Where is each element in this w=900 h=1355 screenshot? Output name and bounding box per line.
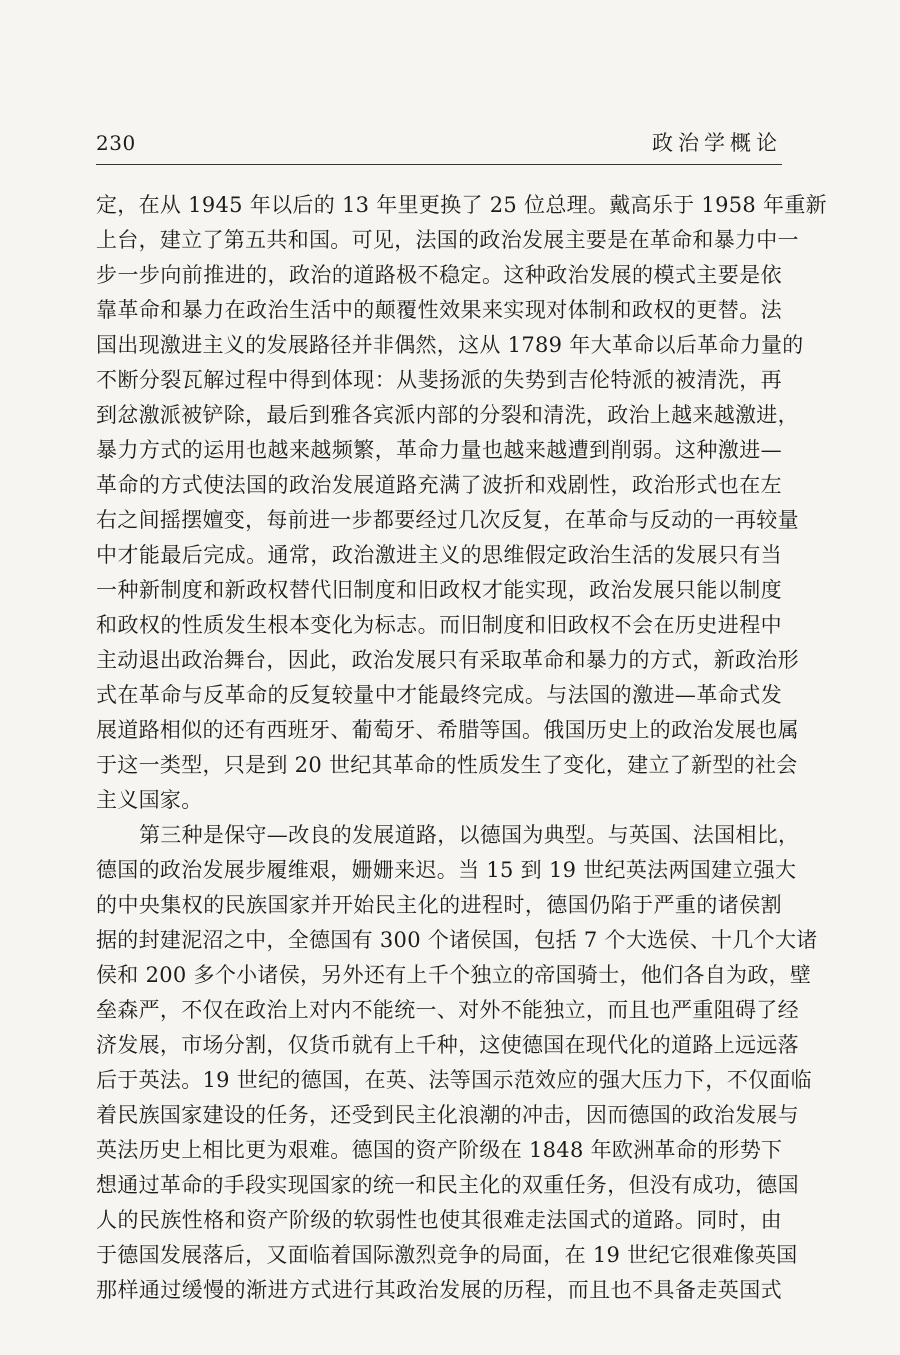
text-line: 侯和 200 多个小诸侯，另外还有上千个独立的帝国骑士，他们各自为政，壁	[96, 963, 812, 987]
text-line: 据的封建泥沼之中，全德国有 300 个诸侯国，包括 7 个大选侯、十几个大诸	[96, 928, 818, 952]
page-number: 230	[96, 131, 136, 155]
page-header	[96, 130, 782, 170]
text-line: 式在革命与反革命的反复较量中才能最终完成。与法国的激进—革命式发	[96, 683, 782, 707]
text-line: 的中央集权的民族国家并开始民主化的进程时，德国仍陷于严重的诸侯割	[96, 893, 782, 917]
text-line: 革命的方式使法国的政治发展道路充满了波折和戏剧性，政治形式也在左	[96, 473, 782, 497]
text-line: 右之间摇摆嬗变，每前进一步都要经过几次反复，在革命与反动的一再较量	[96, 508, 799, 532]
text-line: 靠革命和暴力在政治生活中的颠覆性效果来实现对体制和政权的更替。法	[96, 298, 782, 322]
header-rule	[96, 164, 782, 165]
text-line: 英法历史上相比更为艰难。德国的资产阶级在 1848 年欧洲革命的形势下	[96, 1138, 783, 1162]
text-line: 展道路相似的还有西班牙、葡萄牙、希腊等国。俄国历史上的政治发展也属	[96, 718, 799, 742]
text-line: 步一步向前推进的，政治的道路极不稳定。这种政治发展的模式主要是依	[96, 263, 782, 287]
text-line: 第三种是保守—改良的发展道路，以德国为典型。与英国、法国相比，	[139, 823, 800, 847]
text-line: 济发展，市场分割，仅货币就有上千种，这使德国在现代化的道路上远远落	[96, 1033, 799, 1057]
paragraph	[96, 818, 818, 1308]
text-line: 定，在从 1945 年以后的 13 年里更换了 25 位总理。戴高乐于 1958 年重新	[96, 193, 827, 217]
text-line: 一种新制度和新政权替代旧制度和旧政权才能实现，政治发展只能以制度	[96, 578, 782, 602]
text-line: 暴力方式的运用也越来越频繁，革命力量也越来越遭到削弱。这种激进—	[96, 438, 782, 462]
text-line: 着民族国家建设的任务，还受到民主化浪潮的冲击，因而德国的政治发展与	[96, 1103, 799, 1127]
text-line: 德国的政治发展步履维艰，姗姗来迟。当 15 到 19 世纪英法两国建立强大	[96, 858, 797, 882]
book-title: 政治学概论	[652, 131, 782, 155]
text-line: 到忿激派被铲除，最后到雅各宾派内部的分裂和清洗，政治上越来越激进，	[96, 403, 799, 427]
text-line: 国出现激进主义的发展路径并非偶然，这从 1789 年大革命以后革命力量的	[96, 333, 804, 357]
text-line: 不断分裂瓦解过程中得到体现：从斐扬派的失势到吉伦特派的被清洗，再	[96, 368, 782, 392]
text-line: 于德国发展落后，又面临着国际激烈竞争的局面，在 19 世纪它很难像英国	[96, 1243, 798, 1267]
text-line: 和政权的性质发生根本变化为标志。而旧制度和旧政权不会在历史进程中	[96, 613, 782, 637]
body-text	[96, 188, 827, 1308]
text-line: 垒森严，不仅在政治上对内不能统一、对外不能独立，而且也严重阻碍了经	[96, 998, 799, 1022]
text-line: 想通过革命的手段实现国家的统一和民主化的双重任务，但没有成功，德国	[96, 1173, 799, 1197]
text-line: 于这一类型，只是到 20 世纪其革命的性质发生了变化，建立了新型的社会	[96, 753, 798, 777]
text-line: 上台，建立了第五共和国。可见，法国的政治发展主要是在革命和暴力中一	[96, 228, 799, 252]
text-line: 人的民族性格和资产阶级的软弱性也使其很难走法国式的道路。同时，由	[96, 1208, 782, 1232]
text-line: 主义国家。	[96, 788, 203, 812]
paragraph	[96, 188, 827, 818]
text-line: 后于英法。19 世纪的德国，在英、法等国示范效应的强大压力下，不仅面临	[96, 1068, 812, 1092]
text-line: 中才能最后完成。通常，政治激进主义的思维假定政治生活的发展只有当	[96, 543, 782, 567]
text-line: 那样通过缓慢的渐进方式进行其政治发展的历程，而且也不具备走英国式	[96, 1278, 782, 1302]
text-line: 主动退出政治舞台，因此，政治发展只有采取革命和暴力的方式，新政治形	[96, 648, 799, 672]
